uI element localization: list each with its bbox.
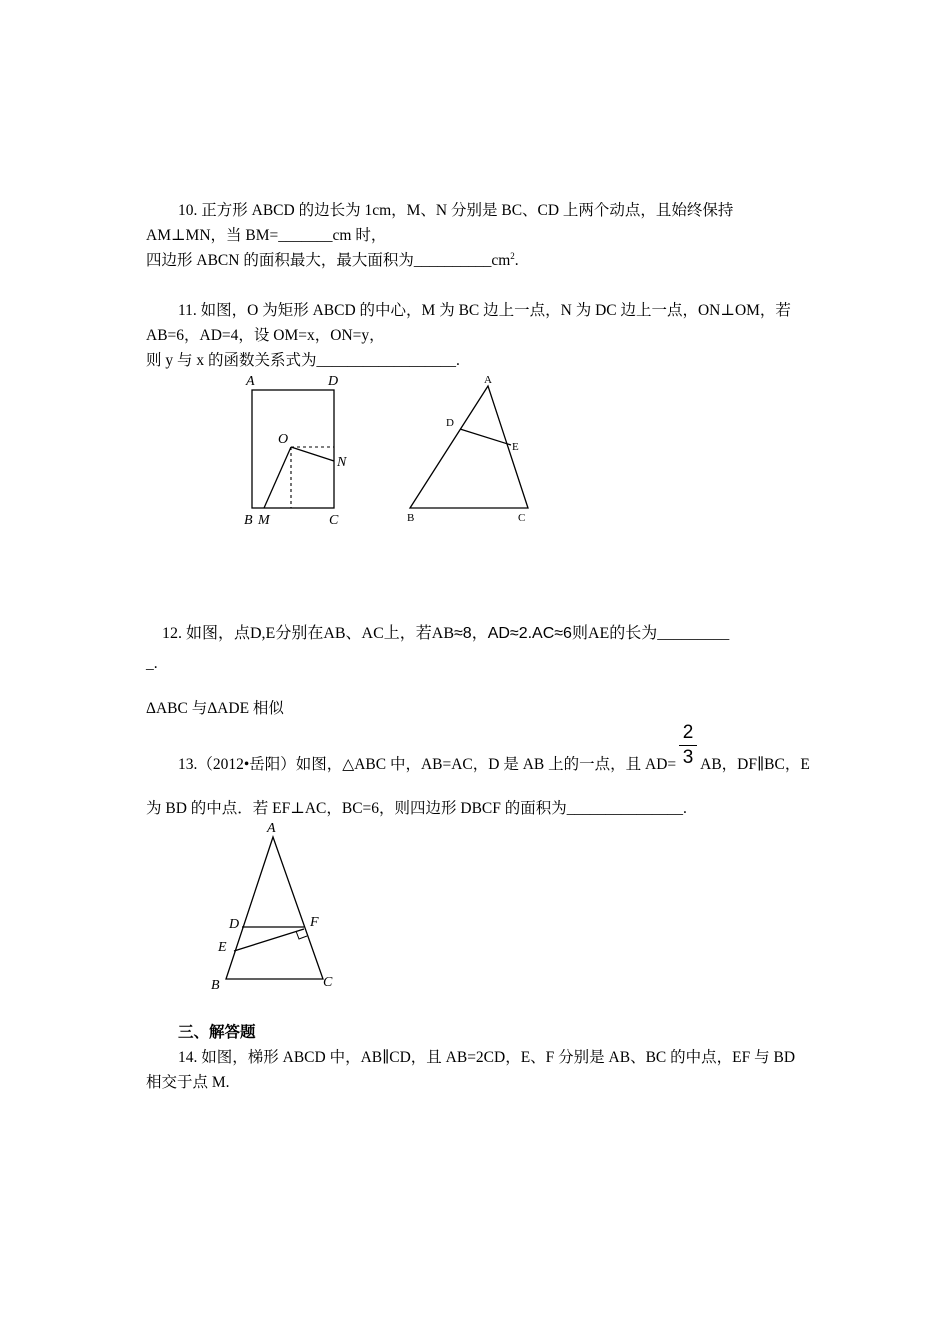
- label-m: M: [258, 513, 270, 528]
- q10-line-3-text: 四边形 ABCN 的面积最大，最大面积为__________cm: [146, 252, 511, 269]
- q11-line-1: 11. 如图，O 为矩形 ABCD 的中心，M 为 BC 边上一点，N 为 DC 边上一点，ON⊥OM，若: [178, 302, 791, 319]
- q12-line-2: _.: [146, 655, 158, 672]
- q11-rectangle-figure: [230, 368, 360, 533]
- q12-line-1-c: 则AE的长为_________: [571, 625, 730, 642]
- fraction-two-thirds: [679, 722, 697, 769]
- q12-line-1-a: 12. 如图，点D,E分别在AB、AC上，若AB: [162, 625, 455, 642]
- q12-triangle-figure: [400, 368, 540, 528]
- label-o: O: [278, 432, 289, 447]
- fraction-numerator: 2: [682, 722, 694, 743]
- label-c: C: [518, 512, 526, 524]
- label-a: A: [267, 821, 276, 836]
- q12-line-1: [162, 623, 729, 645]
- right-angle-mark: [296, 931, 307, 939]
- triangle-abc: [226, 837, 323, 979]
- q10-superscript: 2: [510, 250, 515, 261]
- q13-line-1: [178, 754, 810, 776]
- label-a: A: [484, 374, 492, 386]
- q12-note: ΔABC 与ΔADE 相似: [146, 700, 284, 717]
- fraction-denominator: 3: [682, 747, 694, 768]
- section-heading: 三、解答题: [178, 1024, 256, 1041]
- label-a: A: [246, 374, 255, 389]
- q10-line-3-end: .: [514, 252, 519, 269]
- q13-line-2: 为 BD 的中点．若 EF⊥AC，BC=6，则四边形 DBCF 的面积为_______________.: [146, 800, 687, 817]
- rectangle-abcd: [252, 390, 334, 508]
- label-e: E: [218, 940, 227, 955]
- label-b: B: [244, 513, 253, 528]
- q13-line-1-a: 13.（2012•岳阳）如图，△ABC 中，AB=AC，D 是 AB 上的一点，且 AD=: [178, 756, 677, 773]
- label-e: E: [512, 441, 519, 453]
- label-d: D: [446, 417, 454, 429]
- triangle-abc: [410, 386, 528, 508]
- q11-line-3: 则 y 与 x 的函数关系式为__________________.: [146, 352, 460, 369]
- segment-ef: [234, 929, 304, 951]
- q14-line-2: 相交于点 M.: [146, 1074, 230, 1091]
- q12-line-1-b: ≈8，AD≈2.AC≈6: [454, 625, 572, 642]
- label-d: D: [328, 374, 339, 389]
- segment-om: [264, 447, 291, 508]
- label-b: B: [211, 978, 220, 993]
- q14-line-1: 14. 如图，梯形 ABCD 中，AB∥CD，且 AB=2CD，E、F 分别是 AB、BC 的中点，EF 与 BD: [178, 1049, 796, 1066]
- label-c: C: [329, 513, 339, 528]
- label-n: N: [337, 455, 347, 470]
- q10-line-2: AM⊥MN，当 BM=_______cm 时，: [146, 227, 387, 244]
- label-b: B: [407, 512, 415, 524]
- q13-triangle-figure: [200, 815, 350, 995]
- q13-line-1-b: AB，DF∥BC，E: [700, 756, 810, 773]
- label-c: C: [323, 975, 333, 990]
- segment-on: [291, 447, 334, 461]
- label-d: D: [229, 917, 240, 932]
- fraction-bar: [679, 745, 697, 746]
- q11-line-2: AB=6，AD=4，设 OM=x，ON=y，: [146, 327, 385, 344]
- label-f: F: [310, 915, 319, 930]
- q10-line-3: [146, 250, 519, 272]
- q10-line-1: 10. 正方形 ABCD 的边长为 1cm，M、N 分别是 BC、CD 上两个动点，且始终保持: [178, 202, 734, 219]
